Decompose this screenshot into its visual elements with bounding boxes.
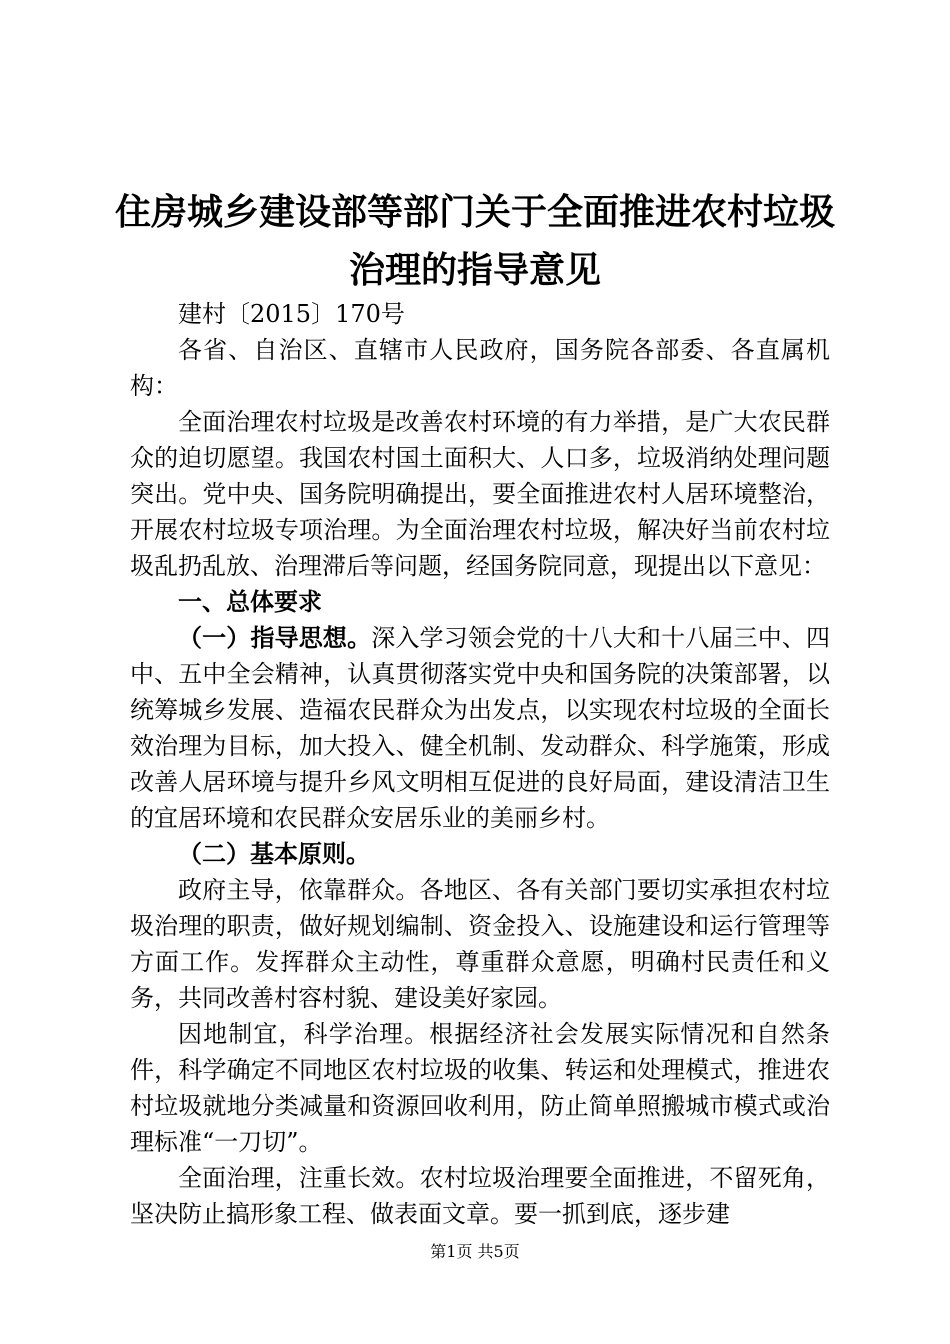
document-title-line-1: 住房城乡建设部等部门关于全面推进农村垃圾	[114, 191, 835, 233]
document-title-line-2: 治理的指导意见	[348, 249, 601, 291]
intro-paragraph: 全面治理农村垃圾是改善农村环境的有力举措，是广大农民群众的迫切愿望。我国农村国土面积大、人口多，垃圾消纳处理问题突出。党中央、国务院明确提出，要全面推进农村人居环境整治，开展农村垃圾专项治理。为全面治理农村垃圾，解决好当前农村垃圾乱扔乱放、治理滞后等问题，经国务院同意，现提出以下意见：	[130, 408, 830, 580]
principle-paragraph-2: 因地制宜，科学治理。根据经济社会发展实际情况和自然条件，科学确定不同地区农村垃圾的收集、转运和处理模式，推进农村垃圾就地分类减量和资源回收利用，防止简单照搬城市模式或治理标准“一刀切”。	[130, 1020, 830, 1156]
document-body	[130, 296, 830, 1232]
guiding-thought-text: 深入学习领会党的十八大和十八届三中、四中、五中全会精神，认真贯彻落实党中央和国务院的决策部署，以统筹城乡发展、造福农民群众为出发点，以实现农村垃圾的全面长效治理为目标，加大投入、健全机制、发动群众、科学施策，形成改善人居环境与提升乡风文明相互促进的良好局面，建设清洁卫生的宜居环境和农民群众安居乐业的美丽乡村。	[130, 624, 831, 832]
document-number: 建村〔2015〕170号	[178, 300, 405, 328]
sub-heading-1: （一）指导思想。	[178, 623, 372, 652]
section-heading-1: 一、总体要求	[178, 587, 322, 616]
principle-paragraph-1: 政府主导，依靠群众。各地区、各有关部门要切实承担农村垃圾治理的职责，做好规划编制、资金投入、设施建设和运行管理等方面工作。发挥群众主动性，尊重群众意愿，明确村民责任和义务，共同改善村容村貌、建设美好家园。	[130, 876, 830, 1012]
sub-heading-2: （二）基本原则。	[178, 839, 370, 868]
principle-paragraph-3: 全面治理，注重长效。农村垃圾治理要全面推进，不留死角，坚决防止搞形象工程、做表面文章。要一抓到底，逐步建	[130, 1164, 830, 1228]
page-footer: 第1页 共5页	[430, 1242, 520, 1261]
addressee: 各省、自治区、直辖市人民政府，国务院各部委、各直属机构：	[130, 336, 830, 400]
guiding-thought-paragraph	[130, 620, 830, 836]
